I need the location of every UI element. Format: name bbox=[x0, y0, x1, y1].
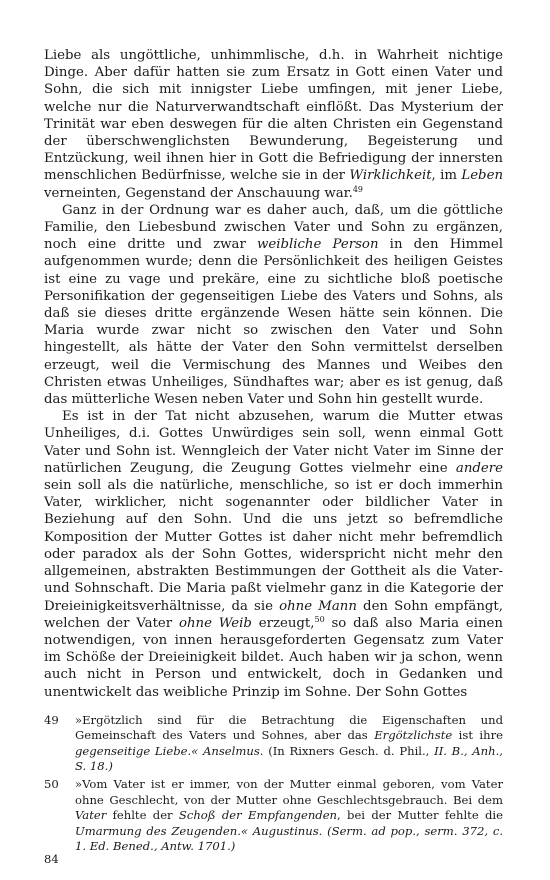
text-run: fehlte der bbox=[106, 808, 179, 823]
italic-text: Ergötzlichste bbox=[374, 728, 453, 743]
text-run: sein soll als die natürliche, menschliche, so ist er doch immerhin Vater, wirklicher, nicht sogenannter oder bildlicher Vater in Beziehung auf den Sohn. Und die uns jetzt so befremdliche Komposition der Mutter Gottes ist daher nicht mehr befremdlich oder paradox als der Sohn Gottes, widerspricht nicht mehr den allgemeinen, abstrakten Bestimmungen der Gottheit als die Vater- und Sohnschaft. Die Maria paßt vielmehr ganz in die Kategorie der Dreieinigkeitsverhältnisse, da sie bbox=[44, 478, 503, 614]
footnote-number: 49 bbox=[44, 712, 59, 727]
text-run: Liebe als ungöttliche, unhimmlische, d.h. in Wahrheit nichtige Dinge. Aber dafür hatten sie zum Ersatz in Gott einen Vater und Sohn, die sich mit innigster Liebe umfingen, mit jener Liebe, welche nur die Naturverwandtschaft einflößt. Das Mysterium der Trinität war eben deswegen für die alten Christen ein Gegenstand der überschwenglichsten Bewunderung, Begeisterung und Entzückung, weil ihnen hier in Gott die Befriedigung der innersten menschlichen Bedürfnisse, welche sie in der bbox=[44, 48, 503, 184]
italic-text: gegenseitige Liebe.« bbox=[75, 743, 199, 758]
italic-text: ohne Mann bbox=[279, 598, 357, 614]
page-number: 84 bbox=[44, 852, 59, 866]
italic-text: Umarmung des Zeugenden.« Augustinus. (Serm. ad pop., serm. 372, c. 1. Ed. Bened., Antw. 1701.) bbox=[75, 823, 503, 853]
text-run: , bei der Mutter fehlte die bbox=[337, 808, 503, 823]
italic-text: ohne Weib bbox=[178, 615, 252, 631]
italic-text: andere bbox=[455, 460, 503, 476]
text-run: »Ergötzlich sind für die Betrachtung die Eigenschaften und Gemeinschaft des Vaters und Sohnes, aber das bbox=[75, 712, 503, 743]
text-run: den Sohn empfängt, welchen der Vater bbox=[44, 598, 503, 631]
footnote-reference: 50 bbox=[314, 614, 325, 624]
footnote-50 bbox=[44, 777, 503, 854]
italic-text: Schoß der Empfangenden bbox=[178, 808, 338, 823]
footnote-reference: 49 bbox=[352, 184, 363, 194]
paragraph-3 bbox=[44, 408, 503, 700]
footnote-text bbox=[75, 713, 503, 775]
paragraph-2 bbox=[44, 202, 503, 408]
main-text bbox=[44, 47, 503, 701]
footnote-text bbox=[75, 777, 503, 854]
text-run: »Vom Vater ist er immer, von der Mutter einmal geboren, vom Vater ohne Geschlecht, von der Mutter ohne Geschlechtsgebrauch. Bei dem bbox=[75, 777, 503, 807]
italic-text: Leben bbox=[461, 168, 504, 184]
text-run: , im bbox=[431, 168, 462, 184]
text-run: so daß also Maria einen notwendigen, von innen herausgeforderten Gegensatz zum Vater im Schöße der Dreieinigkeit bildet. Auch haben wir ja schon, wenn auch nicht in Person und entwickelt, doch in Gedanken und unentwickelt das weibliche Prinzip im Sohne. Der Sohn Gottes bbox=[44, 615, 503, 700]
text-run: erzeugt, bbox=[251, 615, 315, 631]
footnote-49 bbox=[44, 713, 503, 775]
text-run: Ganz in der Ordnung war es daher auch, daß, um die göttliche Familie, den Liebesbund zwischen Vater und Sohn zu ergänzen, noch eine dritte und zwar bbox=[44, 202, 503, 253]
italic-text: Wirklichkeit bbox=[349, 168, 432, 184]
footnotes bbox=[44, 713, 503, 855]
italic-text: weibliche Person bbox=[256, 237, 379, 253]
text-run: in den Himmel aufgenommen wurde; denn die Persönlichkeit des heiligen Geistes ist eine zu vage und prekäre, eine zu sichtliche bloß poetische Personifikation der gegenseitigen Liebe des Vaters und Sohns, als daß sie dieses dritte ergänzende Wesen hätte sein können. Die Maria wurde zwar nicht so zwischen den Vater und Sohn hingestellt, als hätte der Vater den Sohn vermittelst derselben erzeugt, weil die Vermischung des Mannes und Weibes den Christen etwas Unheiliges, Sündhaftes war; aber es ist genug, daß das mütterliche Wesen neben Vater und Sohn hin gestellt wurde. bbox=[44, 237, 503, 408]
italic-text: Anselmus bbox=[203, 743, 260, 758]
italic-text: II. B., Anh., S. 18.) bbox=[75, 743, 503, 773]
text-run: . (In Rixners Gesch. d. Phil., bbox=[259, 743, 435, 758]
text-run: ist ihre bbox=[452, 728, 504, 743]
italic-text: Vater bbox=[75, 808, 107, 823]
text-run: Es ist in der Tat nicht abzusehen, warum die Mutter etwas Unheiliges, d.i. Gottes Unwürdiges sein soll, wenn einmal Gott Vater und Sohn ist. Wenngleich der Vater nicht Vater im Sinne der natürlichen Zeugung, die Zeugung Gottes vielmehr eine bbox=[44, 409, 503, 476]
footnote-number: 50 bbox=[44, 777, 59, 792]
paragraph-1 bbox=[44, 47, 503, 202]
text-run: verneinten, Gegenstand der Anschauung war. bbox=[44, 185, 353, 201]
